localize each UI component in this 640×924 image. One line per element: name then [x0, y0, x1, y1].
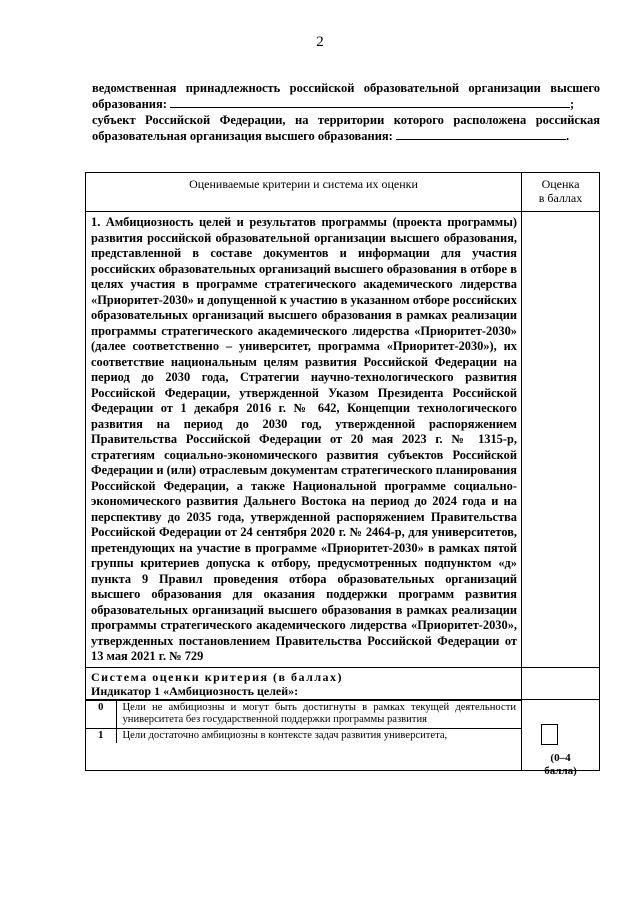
education-label: образования: [92, 97, 167, 111]
organization-suffix: . [565, 129, 570, 143]
system-heading-score-cell [522, 667, 600, 699]
header-line-affiliation: ведомственная принадлежность российской образовательной организации высшего [92, 81, 600, 95]
indicator-table [86, 700, 521, 744]
level-description: Цели не амбициозны и могут быть достигнуты в рамках текущей деятельности университета без государственной поддержки программы развития [116, 700, 521, 728]
education-suffix: ; [570, 97, 575, 111]
criteria-table [85, 172, 600, 777]
organization-label: образовательная организация высшего образования: [92, 129, 393, 143]
indicator-heading: Индикатор 1 «Амбициозность целей»: [91, 683, 299, 698]
score-header-line1: Оценка [541, 177, 580, 191]
subject-blank-field[interactable] [396, 128, 566, 140]
header-block [92, 80, 600, 144]
level-number: 1 [86, 728, 116, 743]
indicator-table-cell [86, 699, 522, 770]
score-header-line2: в баллах [538, 191, 583, 205]
level-number: 0 [86, 700, 116, 728]
system-heading: Система оценки критерия (в баллах) [91, 669, 344, 684]
criterion-1-row [86, 212, 600, 668]
criterion-1-text: 1. Амбициозность целей и результатов программы (проекта программы) развития российской образовательной организации высшего образования, представленной в составе документов и информации для участия российских образовательных организаций высшего образования в отборе в целях участия в программе стратегического академического лидерства «Приоритет-2030» и допущенной к участию в указанном отборе российских образовательных организаций высшего образования в рамках реализации программы стратегического академического лидерства «Приоритет-2030» (далее соответственно – университет, программа «Приоритет-2030»), их соответствие национальным целям развития Российской Федерации на период до 2030 года, Стратегии научно-технологического развития Российской Федерации, утвержденной Указом Президента Российской Федерации от 1 декабря 2016 г. № 642, Концепции технологического развития на период до 2030 год, утвержденной распоряжением Правительства Российской Федерации от 20 мая 2023 г. № 1315-р, стратегиям социально-экономического развития субъектов Российской Федерации и (или) отраслевым документам стратегического планирования Российской Федерации, а также Национальной программе социально-экономического развития Дальнего Востока на период до 2024 года и на перспективу до 2035 года, утвержденной распоряжением Правительства Российской Федерации от 24 сентября 2020 г. № 2464-р, для университетов, претендующих на участие в программе «Приоритет-2030» в рамках пятой группы критериев допуска к отбору, предусмотренных подпунктом «д» пункта 9 Правил проведения отбора образовательных организаций высшего образования для оказания поддержки программ развития образовательных организаций высшего образования в рамках реализации программы стратегического академического лидерства «Приоритет-2030», утвержденных постановлением Правительства Российской Федерации от 13 мая 2021 г. № 729 [86, 212, 522, 668]
criterion-1-score-cell [522, 212, 600, 668]
score-column-header [522, 173, 600, 212]
table-row [86, 728, 521, 743]
page-number: 2 [316, 34, 324, 50]
indicator-rows [86, 699, 600, 770]
table-header-row [86, 173, 600, 212]
score-range-line2: балла) [544, 764, 577, 777]
criteria-column-header: Оцениваемые критерии и система их оценки [86, 173, 522, 212]
header-line-organization [92, 128, 600, 144]
score-input-box[interactable] [541, 724, 558, 745]
affiliation-blank-field[interactable] [170, 96, 570, 108]
header-line-education [92, 96, 600, 112]
score-range-line1: (0–4 [550, 751, 571, 764]
indicator-score-cell [522, 699, 600, 777]
table-row [86, 700, 521, 728]
system-heading-row [86, 667, 600, 699]
score-range [522, 752, 599, 778]
level-description: Цели достаточно амбициозны в контексте задач развития университета, [116, 728, 521, 743]
system-heading-cell [86, 667, 522, 699]
header-line-subject: субъект Российской Федерации, на территории которого расположена российская [92, 113, 600, 127]
